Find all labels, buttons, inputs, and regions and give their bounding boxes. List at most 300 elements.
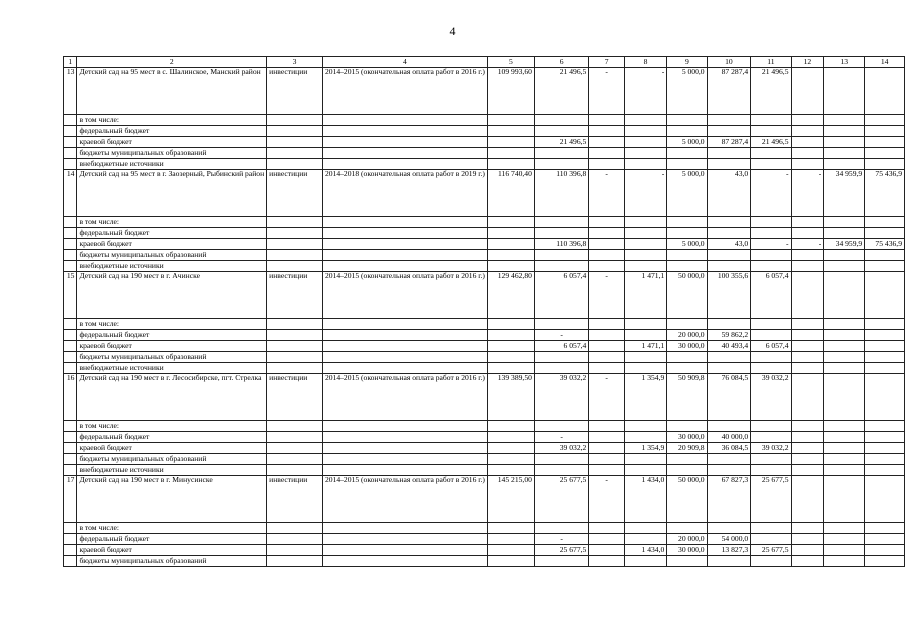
subrow-label: в том числе: xyxy=(77,421,267,432)
subrow-label: федеральный бюджет xyxy=(77,228,267,239)
period-empty xyxy=(322,443,487,454)
cost-empty xyxy=(487,454,534,465)
cost-empty xyxy=(487,545,534,556)
funding-type: инвестиции xyxy=(267,476,323,523)
funding-type-empty xyxy=(267,352,323,363)
column-header: 2 xyxy=(77,57,267,68)
value-cell xyxy=(589,261,625,272)
row-number-empty xyxy=(64,556,77,567)
value-cell xyxy=(751,217,791,228)
value-cell xyxy=(667,352,707,363)
table-row-mun xyxy=(64,250,905,261)
table-row-reg xyxy=(64,443,905,454)
row-number-empty xyxy=(64,363,77,374)
value-cell: 25 677,5 xyxy=(751,476,791,523)
construction-period: 2014–2015 (окончательная оплата работ в 2016 г.) xyxy=(322,272,487,319)
value-cell xyxy=(667,217,707,228)
value-cell xyxy=(751,432,791,443)
column-header: 6 xyxy=(534,57,588,68)
object-name: Детский сад на 190 мест в г. Лесосибирске, пгт. Стрелка xyxy=(77,374,267,421)
value-cell: 25 677,5 xyxy=(534,545,588,556)
value-cell xyxy=(589,319,625,330)
value-cell xyxy=(534,319,588,330)
funding-type-empty xyxy=(267,454,323,465)
row-number-empty xyxy=(64,228,77,239)
value-cell xyxy=(707,159,751,170)
object-name: Детский сад на 190 мест в г. Ачинске xyxy=(77,272,267,319)
value-cell xyxy=(624,465,666,476)
subrow-label: бюджеты муниципальных образований xyxy=(77,352,267,363)
funding-type: инвестиции xyxy=(267,68,323,115)
value-cell xyxy=(865,228,905,239)
row-number-empty xyxy=(64,341,77,352)
row-number-empty xyxy=(64,421,77,432)
value-cell xyxy=(824,319,865,330)
value-cell xyxy=(751,534,791,545)
cost-empty xyxy=(487,341,534,352)
value-cell xyxy=(791,454,824,465)
funding-type-empty xyxy=(267,137,323,148)
estimated-cost: 139 389,50 xyxy=(487,374,534,421)
value-cell: 34 959,9 xyxy=(824,239,865,250)
value-cell xyxy=(865,261,905,272)
value-cell xyxy=(667,159,707,170)
value-cell xyxy=(667,363,707,374)
row-number-empty xyxy=(64,250,77,261)
table-body xyxy=(64,57,905,567)
value-cell: 21 496,5 xyxy=(534,68,588,115)
row-number-empty xyxy=(64,126,77,137)
cost-empty xyxy=(487,443,534,454)
construction-period: 2014–2015 (окончательная оплата работ в 2016 г.) xyxy=(322,476,487,523)
value-cell xyxy=(707,261,751,272)
row-number-empty xyxy=(64,432,77,443)
period-empty xyxy=(322,465,487,476)
cost-empty xyxy=(487,228,534,239)
table-row-ext xyxy=(64,465,905,476)
cost-empty xyxy=(487,330,534,341)
value-cell: - xyxy=(534,330,588,341)
period-empty xyxy=(322,148,487,159)
cost-empty xyxy=(487,352,534,363)
cost-empty xyxy=(487,115,534,126)
value-cell xyxy=(707,352,751,363)
row-number-empty xyxy=(64,148,77,159)
funding-type: инвестиции xyxy=(267,374,323,421)
funding-type-empty xyxy=(267,545,323,556)
value-cell xyxy=(751,115,791,126)
value-cell: 40 493,4 xyxy=(707,341,751,352)
value-cell: 13 827,3 xyxy=(707,545,751,556)
value-cell xyxy=(534,363,588,374)
period-empty xyxy=(322,421,487,432)
column-header: 5 xyxy=(487,57,534,68)
row-number-empty xyxy=(64,159,77,170)
subrow-label: краевой бюджет xyxy=(77,341,267,352)
page-number: 4 xyxy=(449,24,456,38)
value-cell xyxy=(791,476,824,523)
value-cell xyxy=(707,556,751,567)
value-cell xyxy=(667,465,707,476)
value-cell xyxy=(589,534,625,545)
value-cell xyxy=(865,126,905,137)
value-cell xyxy=(751,330,791,341)
value-cell: 39 032,2 xyxy=(751,374,791,421)
value-cell xyxy=(624,363,666,374)
value-cell xyxy=(824,159,865,170)
value-cell: 54 000,0 xyxy=(707,534,751,545)
table-row-ext xyxy=(64,261,905,272)
period-empty xyxy=(322,159,487,170)
value-cell xyxy=(534,421,588,432)
value-cell xyxy=(707,465,751,476)
value-cell xyxy=(707,523,751,534)
value-cell xyxy=(589,352,625,363)
value-cell: - xyxy=(589,476,625,523)
value-cell: 87 287,4 xyxy=(707,68,751,115)
value-cell xyxy=(865,272,905,319)
subrow-label: федеральный бюджет xyxy=(77,330,267,341)
subrow-label: бюджеты муниципальных образований xyxy=(77,148,267,159)
table-row-mun xyxy=(64,148,905,159)
value-cell xyxy=(534,523,588,534)
value-cell xyxy=(589,523,625,534)
funding-type-empty xyxy=(267,217,323,228)
value-cell xyxy=(791,421,824,432)
value-cell: 39 032,2 xyxy=(534,374,588,421)
subrow-label: внебюджетные источники xyxy=(77,261,267,272)
value-cell: 39 032,2 xyxy=(751,443,791,454)
value-cell xyxy=(865,352,905,363)
value-cell xyxy=(865,556,905,567)
value-cell: 100 355,6 xyxy=(707,272,751,319)
value-cell xyxy=(865,137,905,148)
row-number: 17 xyxy=(64,476,77,523)
column-header: 1 xyxy=(64,57,77,68)
funding-type-empty xyxy=(267,239,323,250)
value-cell xyxy=(865,465,905,476)
value-cell xyxy=(667,421,707,432)
value-cell: - xyxy=(624,170,666,217)
table-row-incl xyxy=(64,217,905,228)
value-cell xyxy=(707,228,751,239)
value-cell xyxy=(824,341,865,352)
period-empty xyxy=(322,126,487,137)
row-number-empty xyxy=(64,217,77,228)
value-cell xyxy=(791,319,824,330)
value-cell xyxy=(624,239,666,250)
value-cell xyxy=(707,217,751,228)
construction-period: 2014–2015 (окончательная оплата работ в 2016 г.) xyxy=(322,68,487,115)
value-cell: 6 057,4 xyxy=(751,341,791,352)
value-cell: 50 000,0 xyxy=(667,272,707,319)
value-cell xyxy=(791,148,824,159)
value-cell: - xyxy=(589,374,625,421)
row-number: 13 xyxy=(64,68,77,115)
value-cell xyxy=(589,421,625,432)
value-cell xyxy=(707,363,751,374)
value-cell xyxy=(824,330,865,341)
value-cell: 1 434,0 xyxy=(624,545,666,556)
subrow-label: федеральный бюджет xyxy=(77,126,267,137)
value-cell xyxy=(534,126,588,137)
value-cell: 30 000,0 xyxy=(667,341,707,352)
period-empty xyxy=(322,217,487,228)
cost-empty xyxy=(487,432,534,443)
value-cell: 87 287,4 xyxy=(707,137,751,148)
value-cell: 30 000,0 xyxy=(667,545,707,556)
value-cell xyxy=(865,432,905,443)
value-cell xyxy=(791,523,824,534)
table-row-mun xyxy=(64,454,905,465)
table-row-incl xyxy=(64,319,905,330)
value-cell xyxy=(865,319,905,330)
funding-type-empty xyxy=(267,421,323,432)
estimated-cost: 109 993,60 xyxy=(487,68,534,115)
row-number-empty xyxy=(64,443,77,454)
funding-type-empty xyxy=(267,330,323,341)
funding-type-empty xyxy=(267,556,323,567)
value-cell xyxy=(791,250,824,261)
value-cell xyxy=(707,148,751,159)
value-cell xyxy=(824,476,865,523)
funding-type-empty xyxy=(267,126,323,137)
funding-type-empty xyxy=(267,148,323,159)
object-name: Детский сад на 95 мест в г. Заозерный, Рыбинский район xyxy=(77,170,267,217)
value-cell xyxy=(865,454,905,465)
table-row-fed xyxy=(64,330,905,341)
subrow-label: бюджеты муниципальных образований xyxy=(77,556,267,567)
cost-empty xyxy=(487,137,534,148)
table-row-reg xyxy=(64,137,905,148)
value-cell xyxy=(589,148,625,159)
funding-type-empty xyxy=(267,228,323,239)
value-cell: 50 909,8 xyxy=(667,374,707,421)
row-number: 15 xyxy=(64,272,77,319)
value-cell xyxy=(865,341,905,352)
value-cell: 43,0 xyxy=(707,170,751,217)
value-cell xyxy=(865,115,905,126)
value-cell: 20 000,0 xyxy=(667,330,707,341)
cost-empty xyxy=(487,523,534,534)
value-cell xyxy=(824,68,865,115)
period-empty xyxy=(322,250,487,261)
value-cell xyxy=(791,465,824,476)
value-cell xyxy=(624,523,666,534)
value-cell xyxy=(667,261,707,272)
row-number-empty xyxy=(64,319,77,330)
estimated-cost: 116 740,40 xyxy=(487,170,534,217)
subrow-label: внебюджетные источники xyxy=(77,159,267,170)
value-cell xyxy=(751,421,791,432)
value-cell: 21 496,5 xyxy=(751,68,791,115)
value-cell xyxy=(791,137,824,148)
subrow-label: в том числе: xyxy=(77,115,267,126)
column-header: 3 xyxy=(267,57,323,68)
funding-type: инвестиции xyxy=(267,170,323,217)
value-cell xyxy=(865,443,905,454)
value-cell xyxy=(791,228,824,239)
value-cell xyxy=(824,432,865,443)
cost-empty xyxy=(487,239,534,250)
value-cell xyxy=(624,319,666,330)
period-empty xyxy=(322,137,487,148)
value-cell xyxy=(751,523,791,534)
value-cell xyxy=(824,352,865,363)
cost-empty xyxy=(487,261,534,272)
value-cell xyxy=(667,115,707,126)
construction-period: 2014–2018 (окончательная оплата работ в 2019 г.) xyxy=(322,170,487,217)
value-cell xyxy=(751,148,791,159)
subrow-label: краевой бюджет xyxy=(77,443,267,454)
value-cell xyxy=(791,261,824,272)
table-row-ext xyxy=(64,159,905,170)
table-row-object xyxy=(64,476,905,523)
table-row-fed xyxy=(64,534,905,545)
value-cell xyxy=(624,534,666,545)
value-cell xyxy=(824,545,865,556)
subrow-label: внебюджетные источники xyxy=(77,363,267,374)
value-cell: 75 436,9 xyxy=(865,239,905,250)
value-cell: 5 000,0 xyxy=(667,137,707,148)
value-cell xyxy=(534,148,588,159)
value-cell: 30 000,0 xyxy=(667,432,707,443)
value-cell xyxy=(751,250,791,261)
table-row-mun xyxy=(64,352,905,363)
period-empty xyxy=(322,545,487,556)
value-cell xyxy=(589,330,625,341)
value-cell xyxy=(667,126,707,137)
value-cell: 25 677,5 xyxy=(534,476,588,523)
period-empty xyxy=(322,319,487,330)
value-cell xyxy=(751,556,791,567)
funding-type-empty xyxy=(267,341,323,352)
value-cell xyxy=(624,556,666,567)
row-number-empty xyxy=(64,330,77,341)
value-cell: 21 496,5 xyxy=(534,137,588,148)
value-cell xyxy=(589,126,625,137)
value-cell xyxy=(589,545,625,556)
value-cell xyxy=(667,319,707,330)
value-cell: - xyxy=(534,432,588,443)
value-cell xyxy=(791,556,824,567)
table-row-incl xyxy=(64,523,905,534)
period-empty xyxy=(322,556,487,567)
value-cell xyxy=(824,534,865,545)
funding-type-empty xyxy=(267,115,323,126)
budget-table xyxy=(63,56,905,567)
value-cell: 6 057,4 xyxy=(751,272,791,319)
value-cell: 67 827,3 xyxy=(707,476,751,523)
value-cell xyxy=(865,159,905,170)
value-cell xyxy=(865,534,905,545)
value-cell xyxy=(589,137,625,148)
value-cell: 40 000,0 xyxy=(707,432,751,443)
value-cell: - xyxy=(589,272,625,319)
value-cell: - xyxy=(751,239,791,250)
period-empty xyxy=(322,534,487,545)
value-cell xyxy=(791,545,824,556)
value-cell: - xyxy=(751,170,791,217)
funding-type-empty xyxy=(267,465,323,476)
funding-type: инвестиции xyxy=(267,272,323,319)
subrow-label: внебюджетные источники xyxy=(77,465,267,476)
value-cell xyxy=(865,330,905,341)
subrow-label: бюджеты муниципальных образований xyxy=(77,454,267,465)
value-cell: 75 436,9 xyxy=(865,170,905,217)
value-cell xyxy=(589,443,625,454)
row-number-empty xyxy=(64,534,77,545)
value-cell: 20 000,0 xyxy=(667,534,707,545)
value-cell xyxy=(707,115,751,126)
value-cell: 110 396,8 xyxy=(534,239,588,250)
value-cell xyxy=(791,217,824,228)
value-cell xyxy=(791,68,824,115)
value-cell: 5 000,0 xyxy=(667,239,707,250)
subrow-label: в том числе: xyxy=(77,523,267,534)
period-empty xyxy=(322,228,487,239)
value-cell xyxy=(824,115,865,126)
value-cell xyxy=(707,126,751,137)
funding-type-empty xyxy=(267,261,323,272)
value-cell: 1 354,9 xyxy=(624,443,666,454)
cost-empty xyxy=(487,217,534,228)
value-cell xyxy=(791,363,824,374)
value-cell xyxy=(824,261,865,272)
value-cell xyxy=(624,421,666,432)
period-empty xyxy=(322,454,487,465)
value-cell xyxy=(824,454,865,465)
value-cell: 50 000,0 xyxy=(667,476,707,523)
value-cell xyxy=(624,352,666,363)
value-cell xyxy=(534,454,588,465)
value-cell: - xyxy=(534,534,588,545)
period-empty xyxy=(322,341,487,352)
value-cell xyxy=(791,352,824,363)
value-cell xyxy=(589,115,625,126)
value-cell xyxy=(824,523,865,534)
row-number-empty xyxy=(64,523,77,534)
funding-type-empty xyxy=(267,250,323,261)
column-header-row xyxy=(64,57,905,68)
subrow-label: бюджеты муниципальных образований xyxy=(77,250,267,261)
cost-empty xyxy=(487,126,534,137)
table-row-reg xyxy=(64,239,905,250)
value-cell xyxy=(667,523,707,534)
subrow-label: краевой бюджет xyxy=(77,545,267,556)
value-cell xyxy=(751,261,791,272)
cost-empty xyxy=(487,556,534,567)
value-cell: 110 396,8 xyxy=(534,170,588,217)
value-cell xyxy=(751,159,791,170)
table-row-reg xyxy=(64,545,905,556)
table-row-incl xyxy=(64,421,905,432)
value-cell xyxy=(707,421,751,432)
value-cell xyxy=(624,217,666,228)
value-cell xyxy=(534,159,588,170)
value-cell xyxy=(589,239,625,250)
value-cell xyxy=(624,454,666,465)
value-cell xyxy=(865,476,905,523)
value-cell xyxy=(791,272,824,319)
object-name: Детский сад на 95 мест в с. Шалинское, Манский район xyxy=(77,68,267,115)
value-cell xyxy=(824,272,865,319)
column-header: 13 xyxy=(824,57,865,68)
value-cell xyxy=(624,115,666,126)
value-cell xyxy=(534,115,588,126)
value-cell: - xyxy=(589,68,625,115)
table-row-mun xyxy=(64,556,905,567)
